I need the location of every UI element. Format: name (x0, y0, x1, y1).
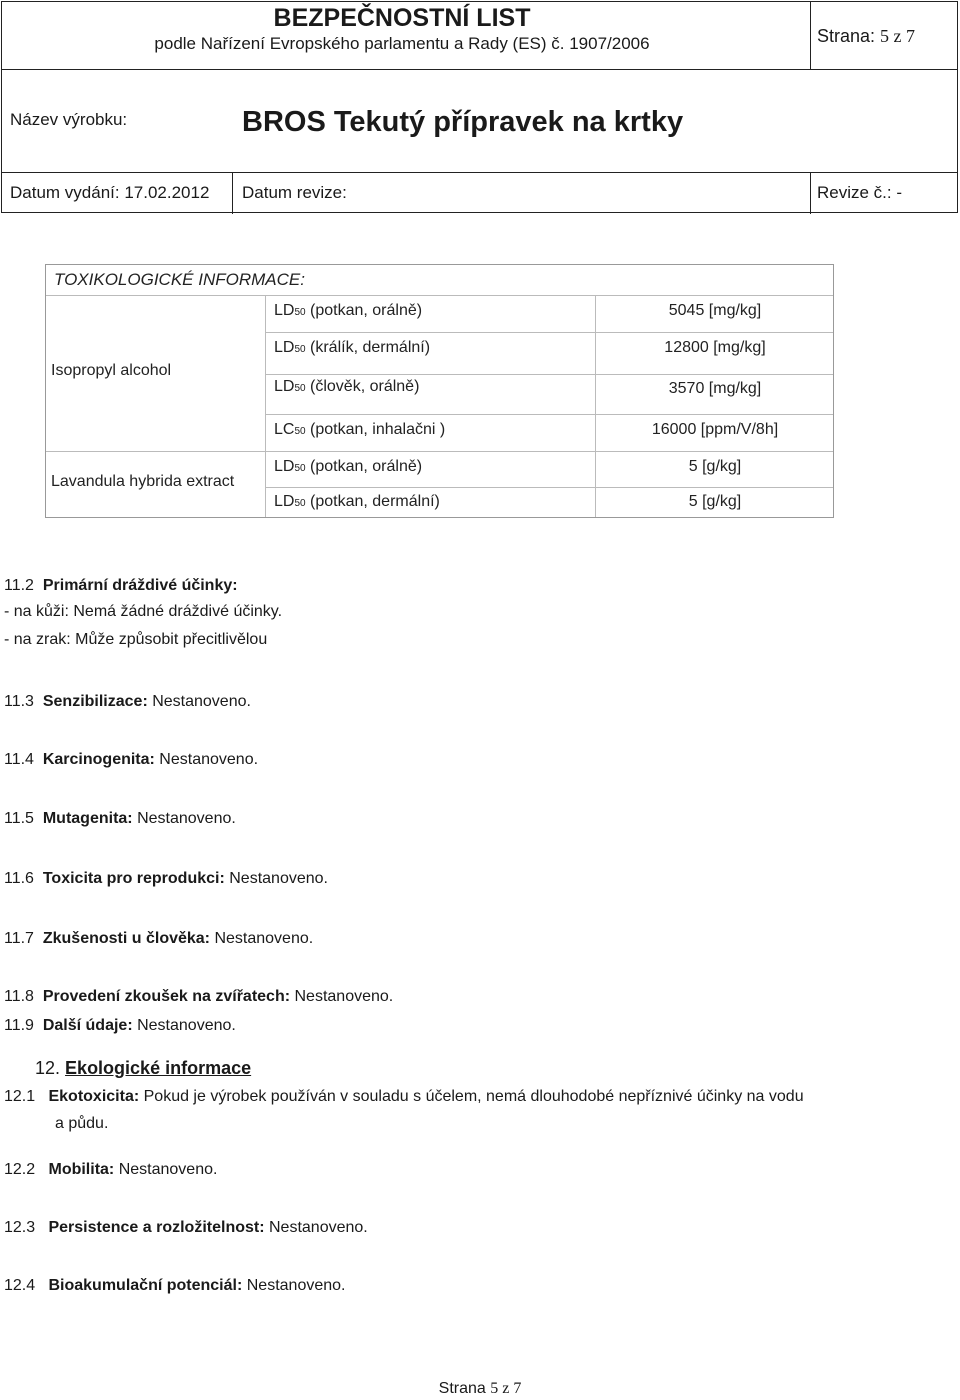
section-11-6: 11.6 Toxicita pro reprodukci: Nestanoveno. (4, 870, 328, 887)
header-divider (810, 2, 811, 69)
table-line (265, 451, 833, 452)
section-11-3: 11.3 Senzibilizace: Nestanoveno. (4, 693, 251, 710)
section-11-2-skin: - na kůži: Nemá žádné dráždivé účinky. (4, 603, 283, 620)
section-11-7: 11.7 Zkušenosti u člověka: Nestanoveno. (4, 930, 314, 947)
document-title: BEZPEČNOSTNÍ LIST (273, 4, 531, 32)
toxicology-table (45, 264, 834, 518)
footer-page-value: 5 z 7 (490, 1380, 522, 1397)
table-line (265, 295, 266, 517)
revision-date: Datum revize: (242, 183, 347, 202)
table-line (265, 332, 833, 333)
footer-label: Strana (438, 1380, 491, 1397)
table-line (265, 414, 833, 415)
issue-date: Datum vydání: 17.02.2012 (10, 183, 210, 202)
tox-test-value: 5 [g/kg] (688, 493, 742, 510)
substance-name: Lavandula hybrida extract (51, 473, 235, 490)
header-divider (810, 172, 811, 214)
header-divider (2, 69, 957, 70)
document-subtitle: podle Nařízení Evropského parlamentu a Rady (ES) č. 1907/2006 (154, 34, 650, 53)
section-12-3: 12.3 Persistence a rozložitelnost: Nestanoveno. (4, 1219, 368, 1236)
table-line (46, 451, 265, 452)
tox-test-label: LD50 (člověk, orálně) (274, 378, 420, 395)
tox-test-label: LD50 (potkan, orálně) (274, 458, 423, 475)
section-11-5: 11.5 Mutagenita: Nestanoveno. (4, 810, 236, 827)
revision-number: Revize č.: - (817, 183, 903, 202)
header-page-label: Strana: (817, 26, 881, 46)
toxicology-title: TOXIKOLOGICKÉ INFORMACE: (54, 270, 305, 289)
header-divider (2, 172, 957, 173)
tox-test-label: LD50 (potkan, dermální) (274, 493, 440, 510)
header-page-indicator (817, 26, 915, 47)
tox-test-value: 5 [g/kg] (688, 458, 742, 475)
substance-name: Isopropyl alcohol (51, 362, 172, 379)
section-11-2-eye: - na zrak: Může způsobit přecitlivělou (4, 631, 268, 648)
tox-test-label: LD50 (potkan, orálně) (274, 302, 423, 319)
tox-test-value: 12800 [mg/kg] (664, 339, 766, 356)
table-line (46, 295, 833, 296)
table-line (265, 374, 833, 375)
section-12-2: 12.2 Mobilita: Nestanoveno. (4, 1161, 218, 1178)
header-page-value: 5 z 7 (880, 26, 916, 46)
tox-test-value: 5045 [mg/kg] (668, 302, 762, 319)
section-11-2-heading: 11.2 Primární dráždivé účinky: (4, 577, 238, 594)
tox-test-label: LD50 (králík, dermální) (274, 339, 431, 356)
page-footer (0, 1380, 960, 1398)
tox-test-value: 16000 [ppm/V/8h] (651, 421, 779, 438)
tox-test-value: 3570 [mg/kg] (668, 380, 762, 397)
table-line (265, 487, 833, 488)
section-11-8: 11.8 Provedení zkoušek na zvířatech: Nestanoveno. (4, 988, 394, 1005)
section-12-1: 12.1 Ekotoxicita: Pokud je výrobek používán v souladu s účelem, nemá dlouhodobé nepříznivé účinky na vodu (4, 1088, 804, 1105)
product-label: Název výrobku: (10, 110, 128, 129)
tox-test-label: LC50 (potkan, inhalačni ) (274, 421, 446, 438)
section-12-1-cont: a půdu. (55, 1115, 109, 1132)
product-name: BROS Tekutý přípravek na krtky (242, 106, 684, 138)
table-line (595, 295, 596, 517)
section-11-4: 11.4 Karcinogenita: Nestanoveno. (4, 751, 259, 768)
document-header (1, 1, 958, 213)
section-12-heading: 12. Ekologické informace (35, 1058, 252, 1078)
section-12-4: 12.4 Bioakumulační potenciál: Nestanoveno. (4, 1277, 346, 1294)
section-11-9: 11.9 Další údaje: Nestanoveno. (4, 1017, 236, 1034)
header-divider (232, 172, 233, 214)
